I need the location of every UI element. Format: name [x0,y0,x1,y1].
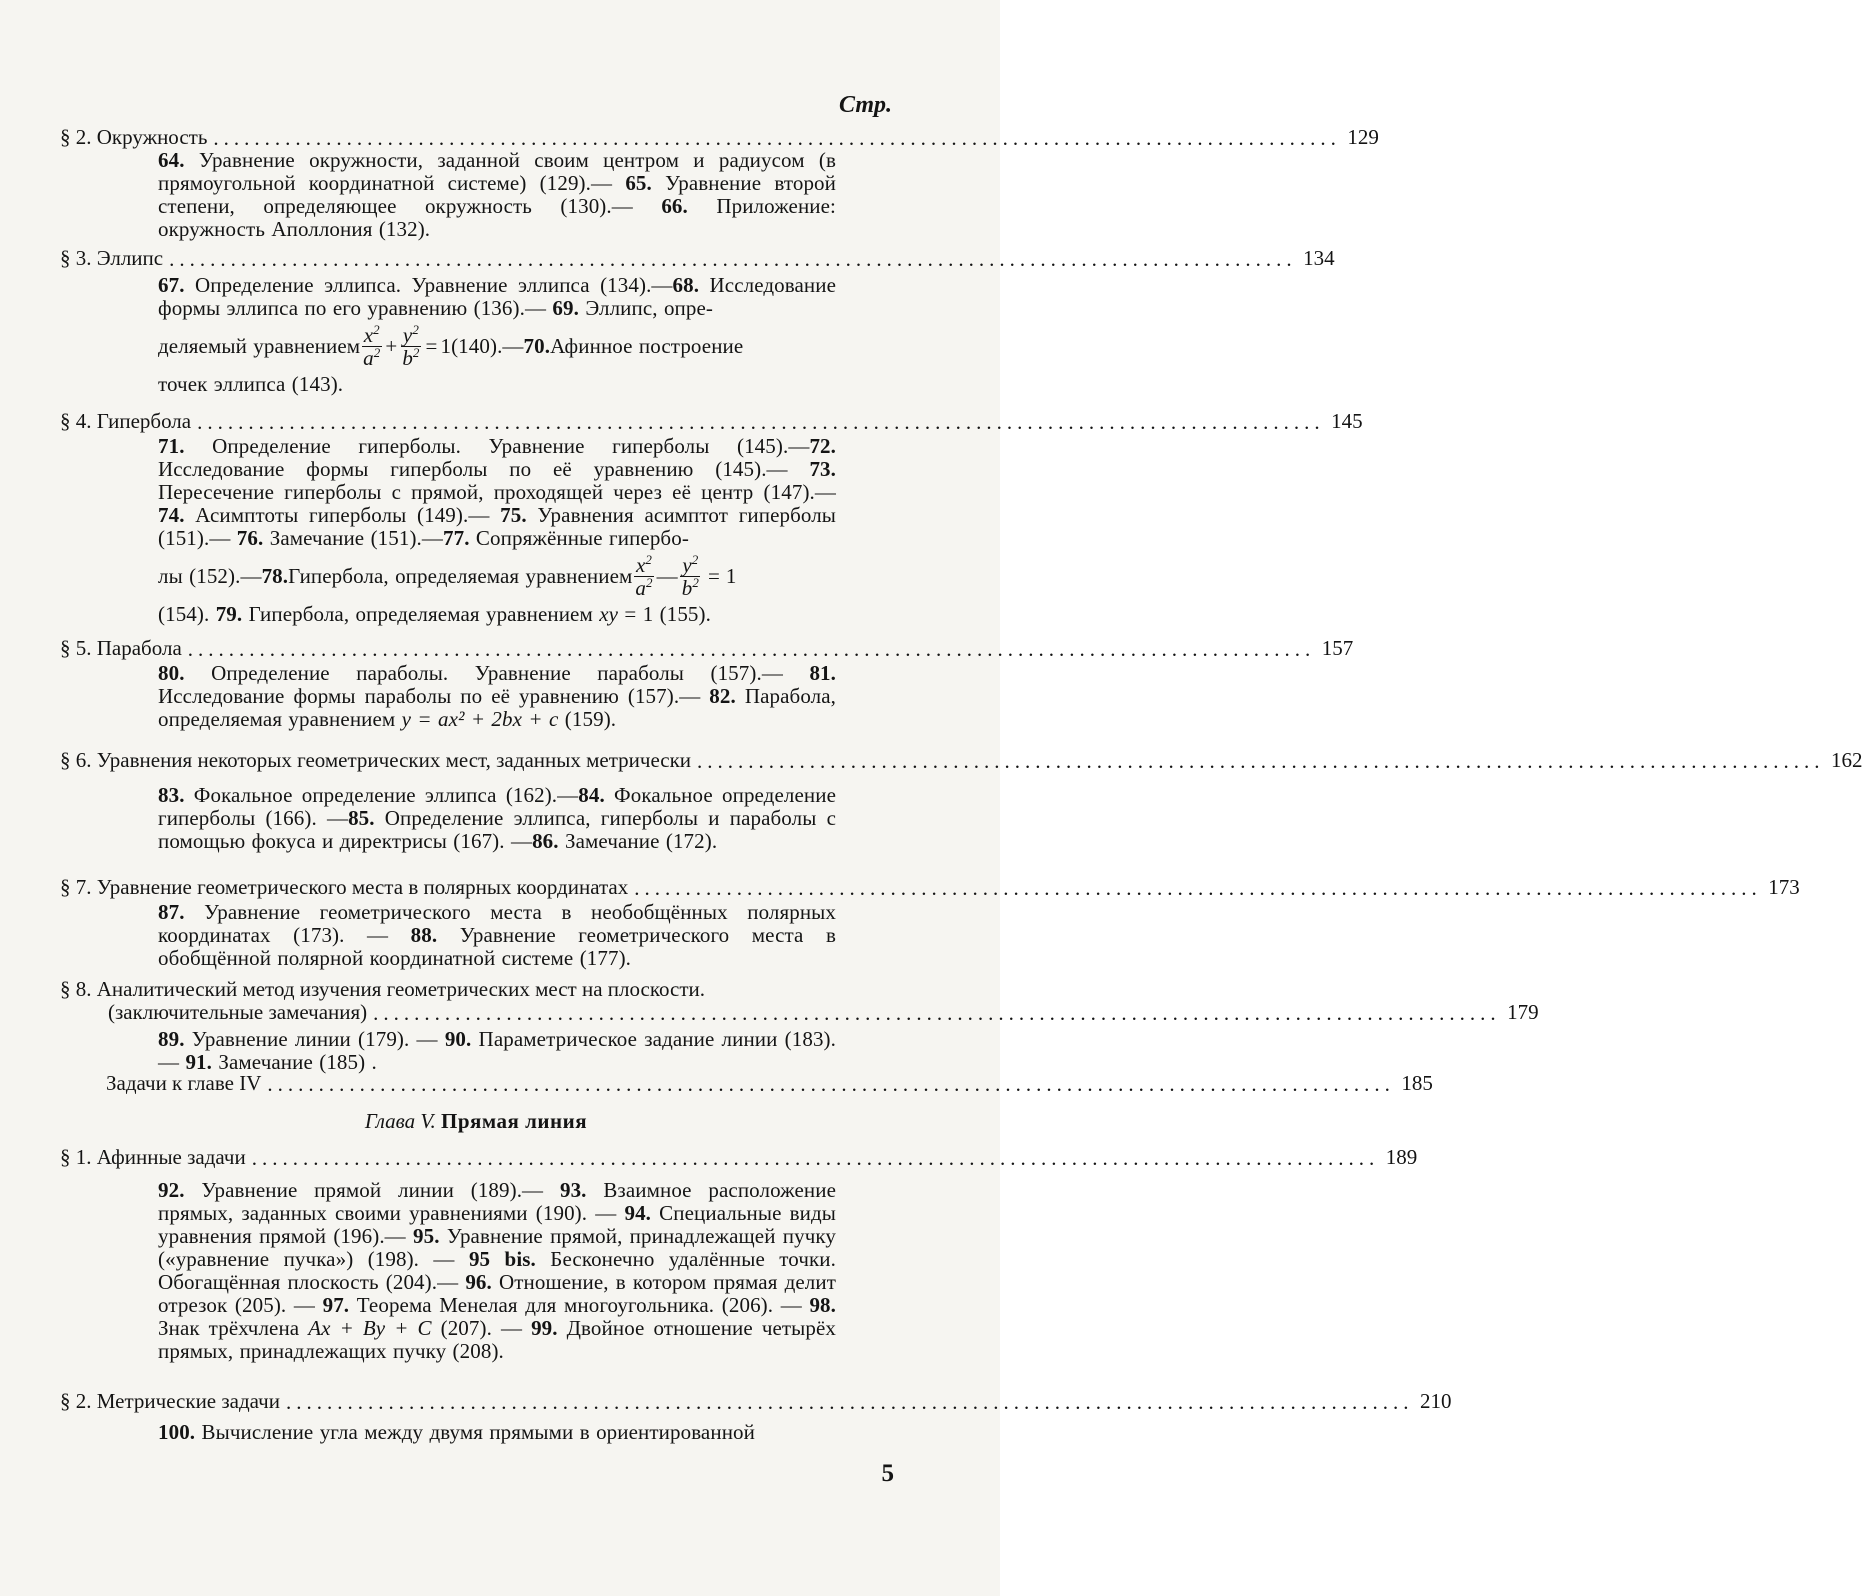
section-contents: 92. Уравнение прямой линии (189).— 93. Взаимное расположение прямых, заданных своими уравнениями (190). — 94. Специальные виды уравнения прямой (196).— 95. Уравнение прямой, принадлежащей пучку («уравнение пучка») (198). — 95 bis. Бесконечно удалённые точки. Обогащённая плоскость (204).— 96. Отношение, в котором прямая делит отрезок (205). — 97. Теорема Менелая для многоугольника. (206). — 98. Знак трёхчлена Ax + By + C (207). — 99. Двойное отношение четырёх прямых, принадлежащих пучку (208). [158,1178,837,1363]
item-number: 79. [215,602,243,626]
chapter-title: Прямая линия [441,1109,588,1133]
item-number: 84. [578,783,605,807]
formula-line: лы (152).— 78. Гипербола, определяемая уравнением $\frac{x^2}{a^2}$ — $\frac{y^2}{b^2}$ = 1 [158,552,737,600]
section-title: Уравнения некоторых геометрических мест, заданных метрически [96,748,692,772]
page-ref: 179 [1507,1000,1539,1024]
section-title: Афинные задачи [96,1145,246,1169]
item-text: Парабола, определяемая уравнением [158,684,836,731]
toc-heading [60,748,1863,773]
dot-leader: .............................................................................................................. [197,410,1325,434]
item-text: Определение параболы. Уравнение параболы (157).— [184,661,810,685]
section-contents [158,784,836,853]
item-number: 64. [158,148,185,172]
section-title: Задачи к главе IV [106,1071,262,1095]
page-ref: 162 [1831,748,1863,772]
item-number: 92. [158,1178,185,1202]
item-text: Фокальное определение эллипса (162).— [184,783,579,807]
item-number: 95. [413,1224,440,1248]
item-number: 69. [552,296,579,320]
item-number: 73. [809,457,836,481]
item-number: 97. [322,1293,350,1317]
item-text: Замечание (172). [558,829,718,853]
section-number: § 5. [60,636,92,660]
item-number: 71. [158,434,185,458]
toc-entry-problems-ch4 [60,1071,1433,1096]
item-text: Уравнение второй степени, определяющее окружность (130).— [158,171,836,218]
section-number: § 7. [60,875,92,899]
item-text: точек эллипса (143). [158,372,344,396]
item-text: Двойное отношение четырёх прямых, принадлежащих пучку (208). [158,1316,837,1363]
item-text: Теорема Менелая для многоугольника. (206). — [349,1293,810,1317]
dot-leader: .............................................................................................................. [267,1072,1395,1096]
item-number: 72. [809,434,836,458]
toc-entry-analytic-method [60,977,1539,1074]
item-number: 68. [672,273,700,297]
item-text: Уравнение окружности, заданной своим центром и радиусом (в прямоугольной координатной системе) (129).— [158,148,836,195]
item-number: 70. [523,334,551,358]
section-title: Метрические задачи [96,1389,280,1413]
section-contents [158,901,836,970]
section-contents [158,1421,836,1444]
section-contents: 80. Определение параболы. Уравнение параболы (157).— 81. Исследование формы параболы по её уравнению (157).— 82. Парабола, определяемая уравнением y = ax² + 2bx + c (159). [158,661,836,731]
item-number: 82. [709,684,736,708]
section-title: Парабола [96,636,182,660]
item-text: Определение гиперболы. Уравнение гиперболы (145).— [184,434,810,458]
item-number: 87. [158,900,185,924]
item-number: 100. [158,1420,196,1444]
item-number: 96. [465,1270,492,1294]
item-text: Параметрическое задание линии (183). — [158,1027,836,1074]
toc-heading [60,875,1800,900]
dot-leader: .............................................................................................................. [187,637,1316,661]
item-text: Определение эллипса. Уравнение эллипса (134).— [184,273,673,297]
dot-leader: .............................................................................................................. [697,749,1825,773]
fraction: $\frac{y^2}{b^2}$ [681,552,699,600]
item-number: 75. [500,503,527,527]
item-number: 99. [531,1316,558,1340]
section-title: Эллипс [96,246,164,270]
toc-heading [60,1389,1452,1414]
section-contents [158,1028,836,1074]
fraction: $\frac{x^2}{a^2}$ [363,322,381,370]
item-text: Уравнение прямой линии (189).— [184,1178,560,1202]
item-text: Уравнение геометрического места в необобщённых полярных координатах (173). — [158,900,836,947]
item-number: 94. [624,1201,652,1225]
item-number: 95 bis. [468,1247,536,1271]
toc-heading [60,246,1335,271]
item-number: 65. [625,171,652,195]
toc-entry-hyperbola [60,409,1363,626]
toc-heading [60,125,1379,150]
item-text: Уравнение прямой, принадлежащей пучку («уравнение пучка») (198). — [158,1224,837,1271]
item-text: Вычисление угла между двумя прямыми в ориентированной [195,1420,755,1444]
item-number: 90. [444,1027,472,1051]
item-text: Замечание (185) . [212,1050,377,1074]
dot-leader: .............................................................................................................. [285,1390,1414,1414]
page-number: 5 [881,1460,894,1487]
item-text: Фокальное определение гиперболы (166). — [158,783,836,830]
item-text: Замечание (151).— [263,526,444,550]
formula-line: деляемый уравнением $\frac{x^2}{a^2}$ + $\frac{y^2}{b^2}$ = 1 (140).— 70. Афинное построение [158,322,744,370]
fraction: $\frac{y^2}{b^2}$ [402,322,420,370]
toc-heading-cont: (заключительные замечания) .............................................................................................................. 179 [108,1000,1539,1025]
dot-leader: .............................................................................................................. [251,1146,1380,1170]
toc-entry-metric-problems [60,1389,1452,1444]
page-ref: 157 [1321,636,1354,660]
item-number: 88. [410,923,438,947]
section-title: Уравнение геометрического места в полярных координатах [96,875,629,899]
item-text: Взаимное расположение прямых, заданных своими уравнениями (190). — [158,1178,836,1225]
section-contents [158,149,836,241]
toc-entry-parabola [60,636,1354,731]
toc-heading [60,978,892,1001]
item-number: 80. [158,661,185,685]
item-number: 78. [261,564,289,588]
page-ref: 210 [1419,1389,1452,1413]
item-number: 85. [348,806,375,830]
toc-entry-metric-loci [60,748,1863,853]
item-number: 83. [158,783,185,807]
page-ref: 185 [1401,1071,1433,1095]
item-text: Исследование формы гиперболы по её уравнению (145).— [158,457,810,481]
item-text: Специальные виды уравнения прямой (196).— [158,1201,837,1248]
item-number: 67. [158,273,185,297]
item-text: Определение эллипса, гиперболы и параболы с помощью фокуса и директрисы (167). — [158,806,836,853]
toc-entry-affine-problems [60,1145,1418,1363]
toc-entry-ellipse [60,246,1335,396]
page-ref: 145 [1331,409,1363,433]
page-ref: 173 [1768,875,1800,899]
toc-heading [60,1071,1433,1096]
item-number: 86. [532,829,559,853]
chapter-heading [60,1110,892,1133]
page-ref: 189 [1385,1145,1418,1169]
chapter-number: Глава V. [364,1109,436,1133]
page-ref: 134 [1303,246,1335,270]
item-number: 81. [809,661,836,685]
section-number: § 8. [60,977,92,1001]
item-text: Бесконечно удалённые точки. Обогащённая плоскость (204).— [158,1247,836,1294]
dot-leader: .............................................................................................................. [213,126,1341,150]
item-text: Асимптоты гиперболы (149).— [184,503,501,527]
toc-entry-circle [60,125,1379,241]
item-text: Уравнение геометрического места в обобщённой полярной координатной системе (177). [158,923,836,970]
section-number: § 2. [60,125,92,149]
dot-leader: .............................................................................................................. [634,876,1762,900]
item-text: Отношение, в котором прямая делит отрезок (205). — [158,1270,836,1317]
toc-heading [60,409,1363,434]
formula: Ax + By + C [308,1316,432,1340]
formula: y = ax² + 2bx + c [401,707,559,731]
item-text: Исследование формы эллипса по его уравнению (136).— [158,273,836,320]
page-column-label: Стр. [838,92,892,118]
item-number: 76. [236,526,264,550]
item-text: Пересечение гиперболы с прямой, проходящей через её центр (147).— [158,480,836,504]
item-text: Уравнение линии (179). — [184,1027,445,1051]
section-number: § 4. [60,409,92,433]
page-ref: 129 [1347,125,1379,149]
item-number: 93. [559,1178,587,1202]
section-title: Аналитический метод изучения геометрических мест на плоскости. [96,977,706,1001]
item-text: Приложение: окружность Аполлония (132). [158,194,836,241]
item-number: 74. [158,503,185,527]
item-text: Сопряжённые гипербо- [469,526,689,550]
item-number: 66. [661,194,688,218]
item-number: 77. [443,526,470,550]
toc-heading [60,1145,1418,1170]
section-number: § 1. [60,1145,92,1169]
toc-heading [60,636,1354,661]
toc-entry-polar [60,875,1800,970]
section-contents [158,274,836,396]
item-text: Уравнения асимптот гиперболы (151).— [158,503,836,550]
item-text: Эллипс, опре- [578,296,714,320]
section-number: § 3. [60,246,92,270]
section-number: § 6. [60,748,92,772]
item-number: 98. [809,1293,837,1317]
dot-leader: .............................................................................................................. [373,1001,1501,1025]
section-title: Окружность [96,125,208,149]
fraction: $\frac{x^2}{a^2}$ [635,552,653,600]
section-contents: 71. Определение гиперболы. Уравнение гиперболы (145).—72. Исследование формы гиперболы по её уравнению (145).— 73. Пересечение гиперболы с прямой, проходящей через её центр (147).— 74. Асимптоты гиперболы (149).— 75. Уравнения асимптот гиперболы (151).— 76. Замечание (151).—77. Сопряжённые гипербо- лы (152).— 78. Гипербола, определяемая уравнением $\frac{x^2}{a^2}$ — $\frac{y^2}{b^2}$ = 1 (154). 79. Гипербола, определяемая уравнением xy = 1 (155). [158,434,836,626]
section-title: Гипербола [96,409,192,433]
dot-leader: .............................................................................................................. [169,247,1297,271]
item-text: Знак трёхчлена [158,1316,309,1340]
section-number: § 2. [60,1389,92,1413]
item-number: 89. [158,1027,185,1051]
item-number: 91. [185,1050,213,1074]
item-text: Исследование формы параболы по её уравнению (157).— [158,684,710,708]
